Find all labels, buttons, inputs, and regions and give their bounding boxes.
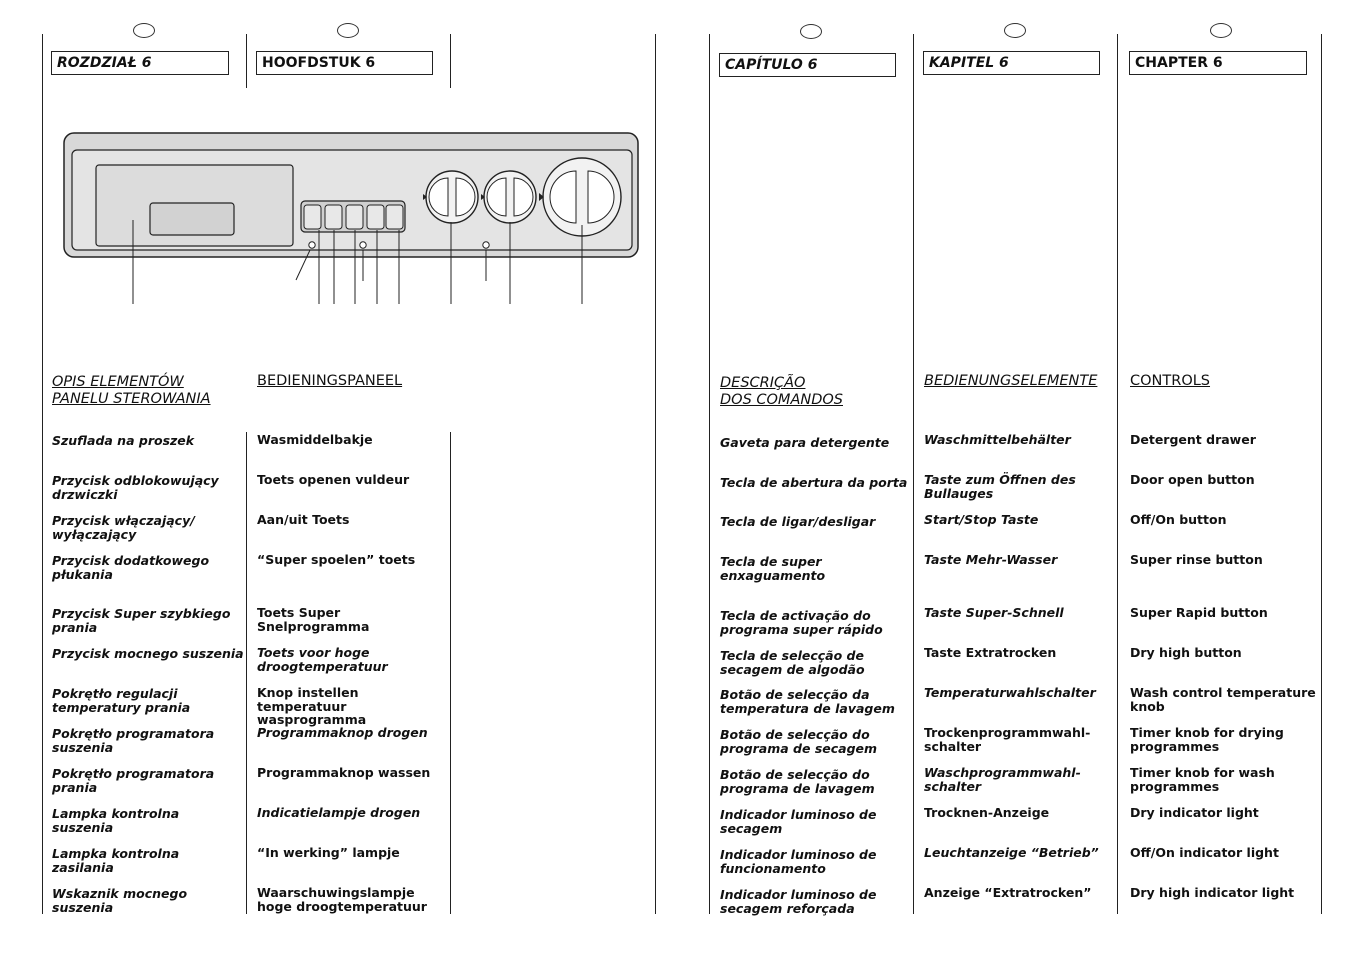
list-item-pt: Botão de selecção do programa de secagem bbox=[720, 727, 878, 756]
chapter-heading-pl: ROZDZIAŁ 6 bbox=[51, 51, 229, 75]
section-title-line: BEDIENUNGSELEMENTE bbox=[924, 373, 1098, 389]
list-item-pl: Pokrętło regulacji temperatury prania bbox=[52, 686, 191, 715]
section-title-pt bbox=[720, 375, 910, 409]
list-item-en: Door open button bbox=[1130, 472, 1255, 487]
list-item-en: Off/On indicator light bbox=[1130, 845, 1279, 860]
list-item-nl: Indicatielampje drogen bbox=[257, 805, 421, 820]
chapter-heading-de: KAPITEL 6 bbox=[923, 51, 1100, 75]
drawer-handle bbox=[150, 203, 234, 235]
list-item-pl: Przycisk Super szybkiego prania bbox=[52, 606, 231, 635]
list-item-pl: Pokrętło programatora suszenia bbox=[52, 726, 215, 755]
list-item-en: Super rinse button bbox=[1130, 552, 1263, 567]
door-open-button bbox=[304, 205, 321, 229]
list-item-de: Trocknen-Anzeige bbox=[924, 805, 1050, 820]
section-title-pl bbox=[52, 374, 242, 408]
list-item-de: Anzeige “Extratrocken” bbox=[924, 885, 1092, 900]
list-item-pl: Pokrętło programatora prania bbox=[52, 766, 215, 795]
list-item-de: Waschmittelbehälter bbox=[924, 432, 1071, 447]
list-item-nl: Waarschuwingslampje hoge droogtemperatuur bbox=[257, 885, 427, 914]
list-item-en: Super Rapid button bbox=[1130, 605, 1268, 620]
dry-indicator-light bbox=[309, 242, 315, 248]
list-item-de: Leuchtanzeige “Betrieb” bbox=[924, 845, 1099, 860]
list-item-pt: Tecla de selecção de secagem de algodão bbox=[720, 648, 865, 677]
section-title-line: CONTROLS bbox=[1130, 373, 1211, 389]
dry-high-button bbox=[386, 205, 403, 229]
list-item-pt: Tecla de super enxaguamento bbox=[720, 554, 826, 583]
chapter-heading-nl: HOOFDSTUK 6 bbox=[256, 51, 433, 75]
list-item-nl: Toets voor hoge droogtemperatuur bbox=[257, 645, 388, 674]
list-item-pt: Indicador luminoso de secagem bbox=[720, 807, 877, 836]
list-item-nl: Toets Super Snelprogramma bbox=[257, 605, 370, 634]
list-item-nl: Programmaknop wassen bbox=[257, 765, 431, 780]
list-item-pl: Przycisk dodatkowego płukania bbox=[52, 553, 210, 582]
list-item-nl: Toets openen vuldeur bbox=[257, 472, 410, 487]
list-item-pt: Tecla de activação do programa super rápido bbox=[720, 608, 883, 637]
list-item-en: Off/On button bbox=[1130, 512, 1227, 527]
section-title-de bbox=[924, 373, 1114, 390]
section-title-line: BEDIENINGSPANEEL bbox=[257, 373, 403, 389]
section-title-line: DOS COMANDOS bbox=[720, 392, 843, 408]
list-item-pt: Tecla de abertura da porta bbox=[720, 475, 908, 490]
section-title-en bbox=[1130, 373, 1320, 390]
section-title-line: PANELU STEROWANIA bbox=[52, 391, 211, 407]
list-item-nl: “Super spoelen” toets bbox=[257, 552, 416, 567]
list-item-en: Timer knob for drying programmes bbox=[1130, 725, 1284, 754]
list-item-de: Start/Stop Taste bbox=[924, 512, 1039, 527]
section-title-nl bbox=[257, 373, 447, 390]
list-item-en: Dry high button bbox=[1130, 645, 1242, 660]
list-item-de: Taste zum Öffnen des Bullauges bbox=[924, 472, 1076, 501]
list-item-en: Detergent drawer bbox=[1130, 432, 1256, 447]
list-item-de: Waschprogrammwahl- schalter bbox=[924, 765, 1081, 794]
list-item-pl: Szuflada na proszek bbox=[52, 433, 195, 448]
super-rapid-button bbox=[367, 205, 384, 229]
list-item-nl: “In werking” lampje bbox=[257, 845, 400, 860]
chapter-heading-en: CHAPTER 6 bbox=[1129, 51, 1307, 75]
list-item-pt: Indicador luminoso de secagem reforçada bbox=[720, 887, 877, 916]
section-title-line: OPIS ELEMENTÓW bbox=[52, 374, 184, 390]
list-item-pt: Indicador luminoso de funcionamento bbox=[720, 847, 877, 876]
list-item-de: Taste Super-Schnell bbox=[924, 605, 1064, 620]
list-item-nl: Aan/uit Toets bbox=[257, 512, 350, 527]
chapter-heading-pt: CAPÍTULO 6 bbox=[719, 53, 896, 77]
list-item-pl: Lampka kontrolna zasilania bbox=[52, 846, 180, 875]
on-off-indicator-light bbox=[360, 242, 366, 248]
section-title-line: DESCRIÇÃO bbox=[720, 375, 806, 391]
list-item-pt: Tecla de ligar/desligar bbox=[720, 514, 876, 529]
list-item-pt: Botão de selecção do programa de lavagem bbox=[720, 767, 875, 796]
list-item-en: Dry indicator light bbox=[1130, 805, 1259, 820]
list-item-en: Dry high indicator light bbox=[1130, 885, 1295, 900]
list-item-de: Taste Mehr-Wasser bbox=[924, 552, 1058, 567]
list-item-nl: Programmaknop drogen bbox=[257, 725, 428, 740]
list-item-de: Temperaturwahlschalter bbox=[924, 685, 1096, 700]
list-item-de: Trockenprogrammwahl- schalter bbox=[924, 725, 1091, 754]
list-item-pt: Gaveta para detergente bbox=[720, 435, 890, 450]
list-item-pt: Botão de selecção da temperatura de lavagem bbox=[720, 687, 895, 716]
list-item-nl: Knop instellen temperatuur wasprogramma bbox=[257, 685, 367, 727]
list-item-en: Timer knob for wash programmes bbox=[1130, 765, 1275, 794]
list-item-pl: Lampka kontrolna suszenia bbox=[52, 806, 180, 835]
list-item-pl: Przycisk mocnego suszenia bbox=[52, 646, 244, 661]
list-item-nl: Wasmiddelbakje bbox=[257, 432, 373, 447]
super-rinse-button bbox=[346, 205, 363, 229]
on-off-button bbox=[325, 205, 342, 229]
dry-high-indicator-light bbox=[483, 242, 489, 248]
list-item-pl: Przycisk włączający/ wyłączający bbox=[52, 513, 195, 542]
list-item-pl: Wskaznik mocnego suszenia bbox=[52, 886, 188, 915]
list-item-en: Wash control temperature knob bbox=[1130, 685, 1316, 714]
list-item-pl: Przycisk odblokowujący drzwiczki bbox=[52, 473, 219, 502]
list-item-de: Taste Extratrocken bbox=[924, 645, 1057, 660]
